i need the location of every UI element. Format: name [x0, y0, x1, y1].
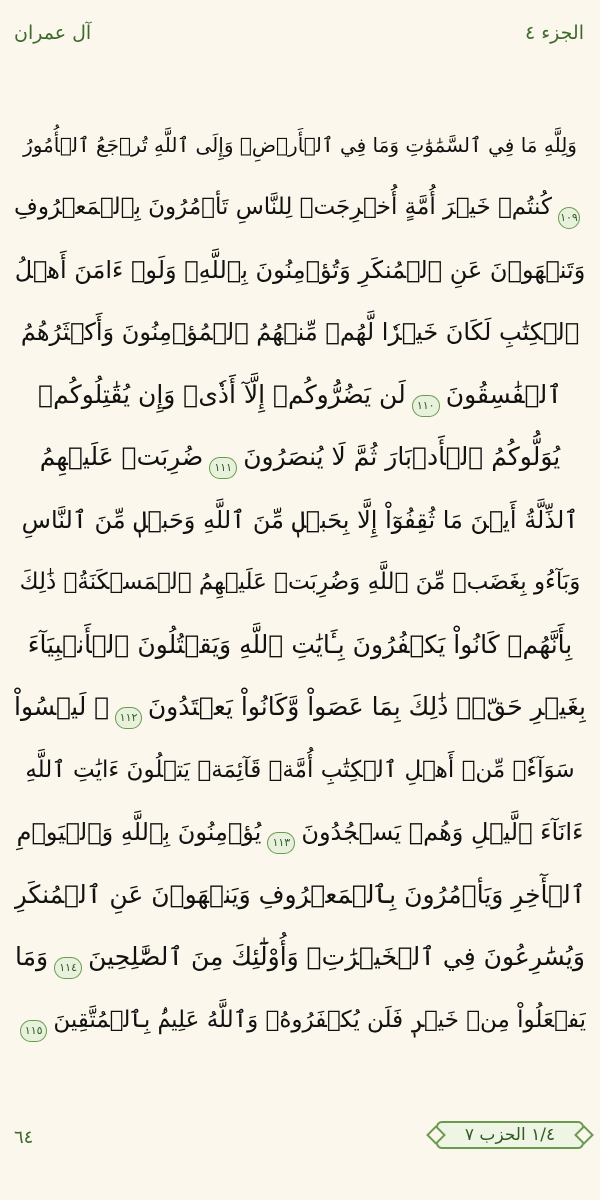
verse-text: ٱلذِّلَّةُ أَيۡنَ مَا ثُقِفُوٓاْ إِلَّا بِحَبۡلٖ مِّنَ ٱللَّهِ وَحَبۡلٖ مِّنَ ٱلنَّاسِ — [21, 505, 579, 534]
verse-line — [14, 485, 586, 548]
ayah-number-marker: ١١٠ — [412, 395, 440, 417]
verse-line — [14, 173, 586, 236]
verse-text: ضُرِبَتۡ عَلَيۡهِمُ — [39, 442, 204, 471]
verse-text: يُوَلُّوكُمُ ٱلۡأَدۡبَارَ ثُمَّ لَا يُنصَرُونَ — [243, 442, 561, 471]
ayah-number-marker: ١١٤ — [54, 957, 82, 979]
verse-line — [14, 610, 586, 673]
verse-text: وَبَآءُو بِغَضَبٖ مِّنَ ٱللَّهِ وَضُرِبَتۡ عَلَيۡهِمُ ٱلۡمَسۡكَنَةُۚ ذَٰلِكَ — [19, 569, 581, 595]
ayah-number-marker: ١١٢ — [115, 707, 142, 729]
verse-line — [14, 548, 586, 611]
verse-line — [14, 423, 586, 486]
ayah-number-marker: ١١٣ — [267, 832, 295, 854]
verse-text: وَتَنۡهَوۡنَ عَنِ ٱلۡمُنكَرِ وَتُؤۡمِنُونَ بِٱللَّهِۗ وَلَوۡ ءَامَنَ أَهۡلُ — [14, 255, 586, 284]
verse-line — [14, 860, 586, 923]
verse-line — [14, 673, 586, 736]
verse-text: ۞ لَيۡسُواْ — [14, 692, 110, 721]
ayah-number-marker: ١١١ — [209, 457, 237, 479]
verse-text: ٱلۡكِتَٰبِ لَكَانَ خَيۡرٗا لَّهُمۚ مِّنۡهُمُ ٱلۡمُؤۡمِنُونَ وَأَكۡثَرُهُمُ — [20, 318, 580, 346]
quran-text-block — [14, 110, 586, 1048]
verse-text: كُنتُمۡ خَيۡرَ أُمَّةٍ أُخۡرِجَتۡ لِلنَّاسِ تَأۡمُرُونَ بِٱلۡمَعۡرُوفِ — [14, 194, 552, 220]
verse-text: بِأَنَّهُمۡ كَانُواْ يَكۡفُرُونَ بِـَٔايَٰتِ ٱللَّهِ وَيَقۡتُلُونَ ٱلۡأَنۢبِيَآءَ — [27, 629, 573, 659]
verse-text: ٱلۡأٓخِرِ وَيَأۡمُرُونَ بِٱلۡمَعۡرُوفِ وَيَنۡهَوۡنَ عَنِ ٱلۡمُنكَرِ — [14, 879, 586, 909]
verse-text: وَمَا — [15, 942, 49, 971]
ayah-number-marker: ١١٥ — [20, 1020, 47, 1042]
verse-text: ءَانَآءَ ٱلَّيۡلِ وَهُمۡ يَسۡجُدُونَ — [301, 818, 584, 846]
page-number: ٦٤ — [14, 1127, 34, 1148]
verse-line — [14, 360, 586, 423]
verse-line — [14, 110, 586, 173]
verse-line — [14, 298, 586, 361]
juz-label: الجزء ٤ — [524, 22, 584, 44]
verse-text: سَوَآءٗۗ مِّنۡ أَهۡلِ ٱلۡكِتَٰبِ أُمَّةٞ قَآئِمَةٞ يَتۡلُونَ ءَايَٰتِ ٱللَّهِ — [25, 756, 575, 783]
hizb-label: ١/٤ الحزب ٧ — [464, 1125, 556, 1145]
verse-text: لَن يَضُرُّوكُمۡ إِلَّآ أَذٗىۖ وَإِن يُقَٰتِلُوكُمۡ — [38, 379, 406, 409]
verse-line — [14, 985, 586, 1048]
verse-line — [14, 798, 586, 861]
verse-line — [14, 923, 586, 986]
verse-text: وَلِلَّهِ مَا فِي ٱلسَّمَٰوَٰتِ وَمَا فِي ٱلۡأَرۡضِۚ وَإِلَى ٱللَّهِ تُرۡجَعُ ٱلۡأُمُورُ — [23, 132, 577, 157]
verse-text: يُؤۡمِنُونَ بِٱللَّهِ وَٱلۡيَوۡمِ — [16, 818, 262, 846]
verse-line — [14, 735, 586, 798]
verse-text: يَفۡعَلُواْ مِنۡ خَيۡرٖ فَلَن يُكۡفَرُوهُۗ وَٱللَّهُ عَلِيمُۢ بِٱلۡمُتَّقِينَ — [53, 1006, 586, 1033]
ayah-number-marker: ١٠٩ — [558, 207, 580, 229]
hizb-badge — [436, 1121, 584, 1149]
verse-text: بِغَيۡرِ حَقّٖۚ ذَٰلِكَ بِمَا عَصَواْ وَّكَانُواْ يَعۡتَدُونَ — [147, 692, 586, 721]
surah-name: آل عمران — [14, 22, 92, 44]
verse-text: ٱلۡفَٰسِقُونَ — [445, 379, 562, 409]
verse-line — [14, 235, 586, 298]
verse-text: وَيُسَٰرِعُونَ فِي ٱلۡخَيۡرَٰتِۖ وَأُوْلَٰٓئِكَ مِنَ ٱلصَّٰلِحِينَ — [88, 942, 585, 971]
